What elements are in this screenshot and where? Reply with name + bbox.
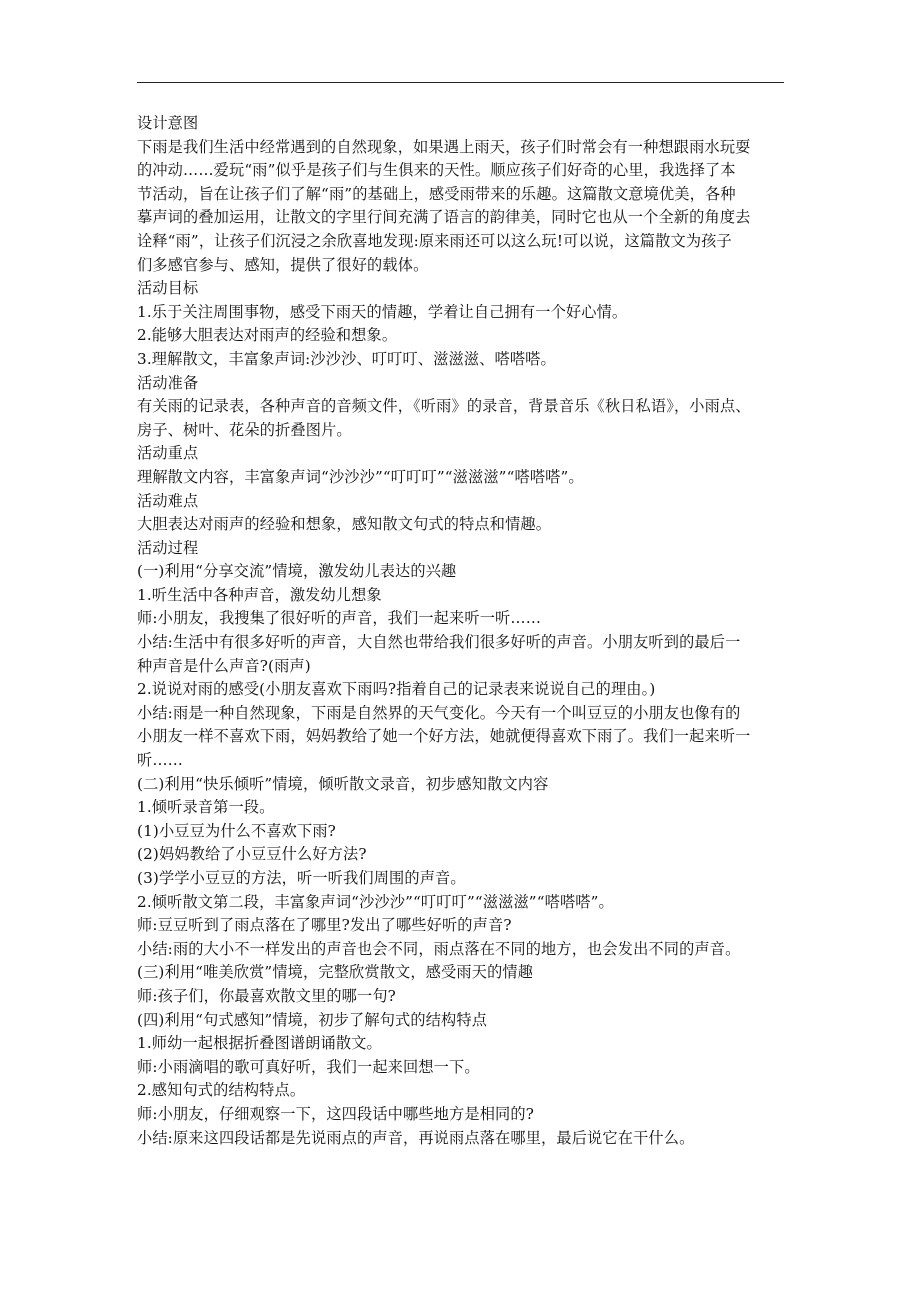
text-line: 1.倾听录音第一段。	[137, 798, 275, 817]
text-line: 听……	[137, 751, 184, 770]
text-line: 有关雨的记录表，各种声音的音频文件，《听雨》的录音，背景音乐《秋日私语》，小雨点、	[137, 397, 751, 416]
text-line: 2.感知句式的结构特点。	[137, 1081, 306, 1100]
text-line: 的冲动……爱玩“雨”似乎是孩子们与生俱来的天性。顺应孩子们好奇的心里，我选择了本	[137, 161, 736, 180]
text-line: 小结:雨是一种自然现象，下雨是自然界的天气变化。今天有一个叫豆豆的小朋友也像有的	[137, 703, 741, 722]
text-line: 种声音是什么声音?(雨声)	[137, 656, 311, 675]
text-line: 节活动，旨在让孩子们了解“雨”的基础上，感受雨带来的乐趣。这篇散文意境优美，各种	[137, 184, 736, 203]
text-line: 2.说说对雨的感受(小朋友喜欢下雨吗?指着自己的记录表来说说自己的理由。)	[137, 680, 656, 699]
text-line: (3)学学小豆豆的方法，听一听我们周围的声音。	[137, 869, 466, 887]
text-line: 师:豆豆听到了雨点落在了哪里?发出了哪些好听的声音?	[137, 916, 512, 935]
text-line: 房子、树叶、花朵的折叠图片。	[137, 420, 352, 439]
text-line: 下雨是我们生活中经常遇到的自然现象，如果遇上雨天，孩子们时常会有一种想跟雨水玩耍	[137, 137, 751, 156]
text-line: 1.乐于关注周围事物，感受下雨天的情趣，学着让自己拥有一个好心情。	[137, 302, 628, 321]
text-line: 活动准备	[137, 373, 199, 392]
text-line: (四)利用“句式感知”情境，初步了解句式的结构特点	[137, 1010, 488, 1029]
text-line: 小结:生活中有很多好听的声音，大自然也带给我们很多好听的声音。小朋友听到的最后一	[137, 633, 741, 652]
text-line: 2.能够大胆表达对雨声的经验和想象。	[137, 326, 398, 345]
text-line: 师:小朋友，我搜集了很好听的声音，我们一起来听一听……	[137, 609, 542, 628]
text-line: (一)利用“分享交流”情境，激发幼儿表达的兴趣	[137, 562, 457, 581]
text-line: 2.倾听散文第二段，丰富象声词“沙沙沙”“叮叮叮”“滋滋滋”“嗒嗒嗒”。	[137, 892, 614, 911]
text-line: 摹声词的叠加运用，让散文的字里行间充满了语言的韵律美，同时它也从一个全新的角度去	[137, 208, 751, 227]
text-line: 师:小朋友，仔细观察一下，这四段话中哪些地方是相同的?	[137, 1104, 534, 1123]
text-line: 小结:雨的大小不一样发出的声音也会不同，雨点落在不同的地方，也会发出不同的声音。	[137, 939, 741, 958]
text-line: (二)利用“快乐倾听”情境，倾听散文录音，初步感知散文内容	[137, 774, 549, 793]
text-line: 小朋友一样不喜欢下雨，妈妈教给了她一个好方法，她就便得喜欢下雨了。我们一起来听一	[137, 727, 751, 746]
text-line: 大胆表达对雨声的经验和想象，感知散文句式的特点和情趣。	[137, 515, 552, 534]
text-line: 活动目标	[137, 279, 199, 298]
text-line: 理解散文内容，丰富象声词“沙沙沙”“叮叮叮”“滋滋滋”“嗒嗒嗒”。	[137, 467, 584, 486]
text-line: 1.听生活中各种声音，激发幼儿想象	[137, 585, 382, 604]
text-line: (1)小豆豆为什么不喜欢下雨?	[137, 821, 336, 840]
text-line: 1.师幼一起根据折叠图谱朗诵散文。	[137, 1034, 382, 1053]
text-line: 师:孩子们，你最喜欢散文里的哪一句?	[137, 986, 396, 1005]
document-body	[137, 112, 785, 1150]
text-line: 们多感官参与、感知，提供了很好的载体。	[137, 255, 429, 274]
text-line: 师:小雨滴唱的歌可真好听，我们一起来回想一下。	[137, 1057, 480, 1076]
text-line: 小结:原来这四段话都是先说雨点的声音，再说雨点落在哪里，最后说它在干什么。	[137, 1128, 695, 1147]
header-rule	[137, 82, 784, 83]
text-line: (2)妈妈教给了小豆豆什么好方法?	[137, 845, 367, 864]
text-line: 活动过程	[137, 538, 199, 557]
text-line: 3.理解散文，丰富象声词:沙沙沙、叮叮叮、滋滋滋、嗒嗒嗒。	[137, 349, 556, 368]
text-line: (三)利用“唯美欣赏”情境，完整欣赏散文，感受雨天的情趣	[137, 963, 534, 982]
text-line: 活动重点	[137, 444, 199, 463]
text-line: 设计意图	[137, 114, 199, 132]
text-line: 诠释“雨”，让孩子们沉浸之余欣喜地发现:原来雨还可以这么玩!可以说，这篇散文为孩子	[137, 231, 732, 250]
text-line: 活动难点	[137, 491, 199, 510]
